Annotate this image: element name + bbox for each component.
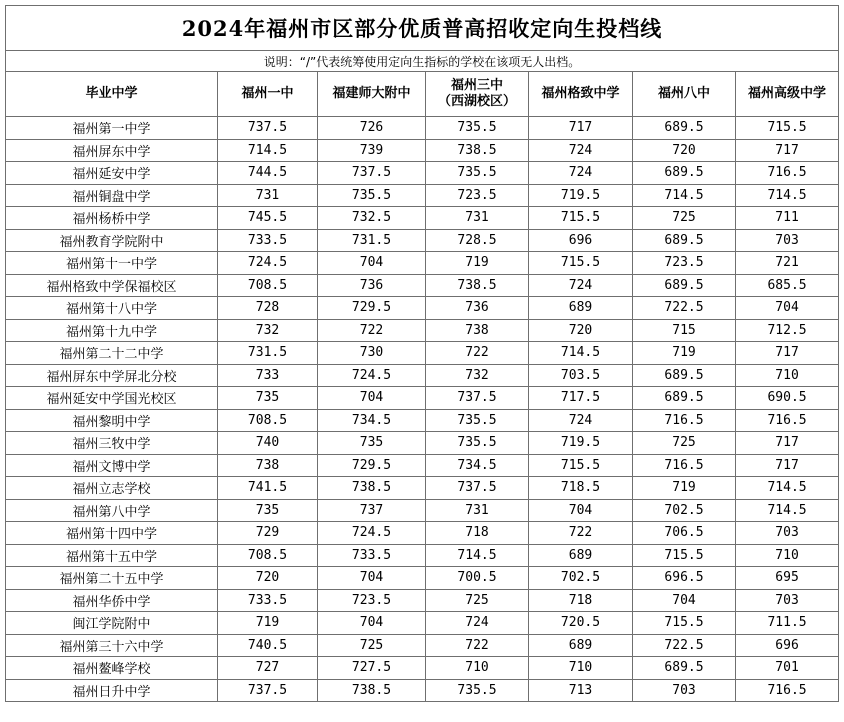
score-cell: 735.5 [318, 184, 426, 207]
score-cell: 737.5 [218, 117, 318, 140]
score-cell: 708.5 [218, 544, 318, 567]
score-cell: 737.5 [426, 387, 529, 410]
score-cell: 720.5 [529, 612, 633, 635]
score-cell: 723.5 [318, 589, 426, 612]
score-cell: 708.5 [218, 274, 318, 297]
score-cell: 741.5 [218, 477, 318, 500]
school-name-cell: 福州屏东中学 [6, 139, 218, 162]
score-cell: 701 [736, 657, 839, 680]
score-cell: 715.5 [529, 252, 633, 275]
score-cell: 717 [736, 454, 839, 477]
score-cell: 719.5 [529, 184, 633, 207]
score-cell: 704 [318, 567, 426, 590]
score-cell: 739 [318, 139, 426, 162]
table-row [6, 319, 839, 342]
score-cell: 724 [529, 409, 633, 432]
score-cell: 730 [318, 342, 426, 365]
score-cell: 717 [736, 432, 839, 455]
column-header: 福州格致中学 [529, 72, 633, 117]
score-cell: 715.5 [529, 207, 633, 230]
table-row [6, 522, 839, 545]
school-name-cell: 福州教育学院附中 [6, 229, 218, 252]
score-cell: 714.5 [633, 184, 736, 207]
table-row [6, 477, 839, 500]
score-cell: 738 [218, 454, 318, 477]
table-row [6, 139, 839, 162]
score-cell: 735.5 [426, 117, 529, 140]
table-row [6, 229, 839, 252]
score-cell: 696 [736, 634, 839, 657]
score-cell: 716.5 [736, 409, 839, 432]
table-row [6, 634, 839, 657]
score-cell: 729.5 [318, 454, 426, 477]
score-cell: 703 [736, 589, 839, 612]
table-row [6, 274, 839, 297]
table-row [6, 454, 839, 477]
score-cell: 731.5 [318, 229, 426, 252]
score-cell: 745.5 [218, 207, 318, 230]
table-row [6, 297, 839, 320]
score-cell: 736 [318, 274, 426, 297]
score-cell: 704 [318, 612, 426, 635]
table-row [6, 162, 839, 185]
score-cell: 689.5 [633, 274, 736, 297]
score-cell: 734.5 [318, 409, 426, 432]
score-cell: 724.5 [318, 522, 426, 545]
score-cell: 733.5 [318, 544, 426, 567]
score-cell: 724 [426, 612, 529, 635]
school-name-cell: 福州第十五中学 [6, 544, 218, 567]
school-name-cell: 福州第二十五中学 [6, 567, 218, 590]
school-name-cell: 福州延安中学 [6, 162, 218, 185]
score-cell: 714.5 [529, 342, 633, 365]
score-cell: 702.5 [529, 567, 633, 590]
school-name-cell: 福州鳌峰学校 [6, 657, 218, 680]
score-cell: 735.5 [426, 409, 529, 432]
score-cell: 725 [426, 589, 529, 612]
table-row [6, 117, 839, 140]
score-cell: 724.5 [318, 364, 426, 387]
table-row [6, 409, 839, 432]
score-cell: 727.5 [318, 657, 426, 680]
score-cell: 733 [218, 364, 318, 387]
score-cell: 738.5 [426, 274, 529, 297]
column-header: 福州高级中学 [736, 72, 839, 117]
score-cell: 719.5 [529, 432, 633, 455]
table-row [6, 544, 839, 567]
score-cell: 731 [218, 184, 318, 207]
score-cell: 728.5 [426, 229, 529, 252]
school-name-cell: 福州延安中学国光校区 [6, 387, 218, 410]
score-cell: 734.5 [426, 454, 529, 477]
score-cell: 723.5 [426, 184, 529, 207]
score-cell: 732.5 [318, 207, 426, 230]
school-name-cell: 福州铜盘中学 [6, 184, 218, 207]
score-cell: 717 [736, 342, 839, 365]
score-cell: 735 [218, 387, 318, 410]
score-cell: 720 [218, 567, 318, 590]
score-cell: 724 [529, 274, 633, 297]
school-name-cell: 福州三牧中学 [6, 432, 218, 455]
school-name-cell: 福州第一中学 [6, 117, 218, 140]
score-cell: 724.5 [218, 252, 318, 275]
score-cell: 738 [426, 319, 529, 342]
score-cell: 710 [736, 364, 839, 387]
score-cell: 689.5 [633, 117, 736, 140]
score-cell: 689.5 [633, 364, 736, 387]
school-name-cell: 福州第十九中学 [6, 319, 218, 342]
school-name-cell: 福州第十四中学 [6, 522, 218, 545]
school-name-cell: 福州杨桥中学 [6, 207, 218, 230]
score-cell: 738.5 [318, 679, 426, 702]
score-cell: 710 [736, 544, 839, 567]
school-name-cell: 福州第二十二中学 [6, 342, 218, 365]
score-cell: 714.5 [426, 544, 529, 567]
score-cell: 716.5 [633, 454, 736, 477]
score-cell: 695 [736, 567, 839, 590]
table-note: 说明：“/”代表统筹使用定向生指标的学校在该项无人出档。 [6, 51, 839, 72]
score-cell: 689 [529, 544, 633, 567]
score-cell: 689.5 [633, 387, 736, 410]
score-cell: 715.5 [736, 117, 839, 140]
column-header: 福州八中 [633, 72, 736, 117]
score-cell: 710 [529, 657, 633, 680]
score-cell: 703.5 [529, 364, 633, 387]
school-name-cell: 福州立志学校 [6, 477, 218, 500]
school-name-cell: 福州第十一中学 [6, 252, 218, 275]
table-row [6, 252, 839, 275]
school-name-cell: 福州第三十六中学 [6, 634, 218, 657]
column-header: 毕业中学 [6, 72, 218, 117]
score-cell: 700.5 [426, 567, 529, 590]
score-cell: 732 [218, 319, 318, 342]
score-cell: 717 [529, 117, 633, 140]
score-cell: 710 [426, 657, 529, 680]
score-cell: 726 [318, 117, 426, 140]
score-cell: 715.5 [633, 612, 736, 635]
score-cell: 740 [218, 432, 318, 455]
score-cell: 724 [529, 139, 633, 162]
score-cell: 725 [318, 634, 426, 657]
score-cell: 714.5 [218, 139, 318, 162]
score-cell: 703 [736, 229, 839, 252]
admission-score-table [5, 5, 839, 702]
score-cell: 702.5 [633, 499, 736, 522]
score-cell: 722 [529, 522, 633, 545]
table-row [6, 567, 839, 590]
score-cell: 719 [633, 477, 736, 500]
score-cell: 718 [529, 589, 633, 612]
table-title: 2024年福州市区部分优质普高招收定向生投档线 [6, 6, 839, 51]
score-cell: 696.5 [633, 567, 736, 590]
score-cell: 716.5 [633, 409, 736, 432]
school-name-cell: 闽江学院附中 [6, 612, 218, 635]
score-cell: 719 [633, 342, 736, 365]
score-cell: 722 [318, 319, 426, 342]
school-name-cell: 福州第十八中学 [6, 297, 218, 320]
score-cell: 715.5 [529, 454, 633, 477]
score-cell: 689.5 [633, 229, 736, 252]
score-cell: 723.5 [633, 252, 736, 275]
score-cell: 704 [318, 387, 426, 410]
score-cell: 706.5 [633, 522, 736, 545]
school-name-cell: 福州屏东中学屏北分校 [6, 364, 218, 387]
column-header: 福建师大附中 [318, 72, 426, 117]
table-row [6, 184, 839, 207]
table-row [6, 679, 839, 702]
score-cell: 704 [318, 252, 426, 275]
table-row [6, 499, 839, 522]
score-cell: 714.5 [736, 184, 839, 207]
score-cell: 717 [736, 139, 839, 162]
table-row [6, 589, 839, 612]
score-cell: 738.5 [426, 139, 529, 162]
score-cell: 731 [426, 499, 529, 522]
score-cell: 714.5 [736, 477, 839, 500]
score-cell: 689 [529, 634, 633, 657]
score-cell: 727 [218, 657, 318, 680]
school-name-cell: 福州华侨中学 [6, 589, 218, 612]
score-sheet [5, 5, 838, 702]
score-cell: 708.5 [218, 409, 318, 432]
score-cell: 696 [529, 229, 633, 252]
table-row [6, 364, 839, 387]
score-cell: 722.5 [633, 297, 736, 320]
score-cell: 731.5 [218, 342, 318, 365]
score-cell: 703 [633, 679, 736, 702]
score-cell: 721 [736, 252, 839, 275]
score-cell: 737.5 [218, 679, 318, 702]
score-cell: 713 [529, 679, 633, 702]
score-cell: 731 [426, 207, 529, 230]
score-cell: 729 [218, 522, 318, 545]
score-cell: 689.5 [633, 657, 736, 680]
score-cell: 737.5 [426, 477, 529, 500]
score-cell: 732 [426, 364, 529, 387]
table-row [6, 657, 839, 680]
score-cell: 740.5 [218, 634, 318, 657]
score-cell: 735.5 [426, 162, 529, 185]
score-cell: 736 [426, 297, 529, 320]
score-cell: 716.5 [736, 679, 839, 702]
score-cell: 689.5 [633, 162, 736, 185]
score-cell: 722 [426, 342, 529, 365]
school-name-cell: 福州黎明中学 [6, 409, 218, 432]
score-cell: 735.5 [426, 679, 529, 702]
score-cell: 718.5 [529, 477, 633, 500]
score-cell: 717.5 [529, 387, 633, 410]
score-cell: 725 [633, 207, 736, 230]
score-cell: 735 [318, 432, 426, 455]
score-cell: 711.5 [736, 612, 839, 635]
table-row [6, 207, 839, 230]
score-cell: 728 [218, 297, 318, 320]
score-cell: 733.5 [218, 229, 318, 252]
score-cell: 703 [736, 522, 839, 545]
school-name-cell: 福州第八中学 [6, 499, 218, 522]
table-row [6, 387, 839, 410]
score-cell: 716.5 [736, 162, 839, 185]
table-body [6, 117, 839, 702]
score-cell: 719 [218, 612, 318, 635]
score-cell: 729.5 [318, 297, 426, 320]
column-header: 福州一中 [218, 72, 318, 117]
score-cell: 735 [218, 499, 318, 522]
score-cell: 738.5 [318, 477, 426, 500]
score-cell: 704 [736, 297, 839, 320]
score-cell: 718 [426, 522, 529, 545]
score-cell: 725 [633, 432, 736, 455]
score-cell: 712.5 [736, 319, 839, 342]
school-name-cell: 福州文博中学 [6, 454, 218, 477]
score-cell: 704 [633, 589, 736, 612]
score-cell: 711 [736, 207, 839, 230]
score-cell: 714.5 [736, 499, 839, 522]
score-cell: 722 [426, 634, 529, 657]
score-cell: 724 [529, 162, 633, 185]
score-cell: 722.5 [633, 634, 736, 657]
table-row [6, 432, 839, 455]
score-cell: 733.5 [218, 589, 318, 612]
score-cell: 735.5 [426, 432, 529, 455]
score-cell: 690.5 [736, 387, 839, 410]
score-cell: 719 [426, 252, 529, 275]
header-row [6, 72, 839, 117]
school-name-cell: 福州格致中学保福校区 [6, 274, 218, 297]
school-name-cell: 福州日升中学 [6, 679, 218, 702]
score-cell: 689 [529, 297, 633, 320]
score-cell: 720 [529, 319, 633, 342]
score-cell: 744.5 [218, 162, 318, 185]
score-cell: 737 [318, 499, 426, 522]
score-cell: 737.5 [318, 162, 426, 185]
table-row [6, 612, 839, 635]
table-row [6, 342, 839, 365]
column-header: 福州三中 （西湖校区） [426, 72, 529, 117]
score-cell: 720 [633, 139, 736, 162]
score-cell: 704 [529, 499, 633, 522]
score-cell: 715.5 [633, 544, 736, 567]
score-cell: 715 [633, 319, 736, 342]
score-cell: 685.5 [736, 274, 839, 297]
